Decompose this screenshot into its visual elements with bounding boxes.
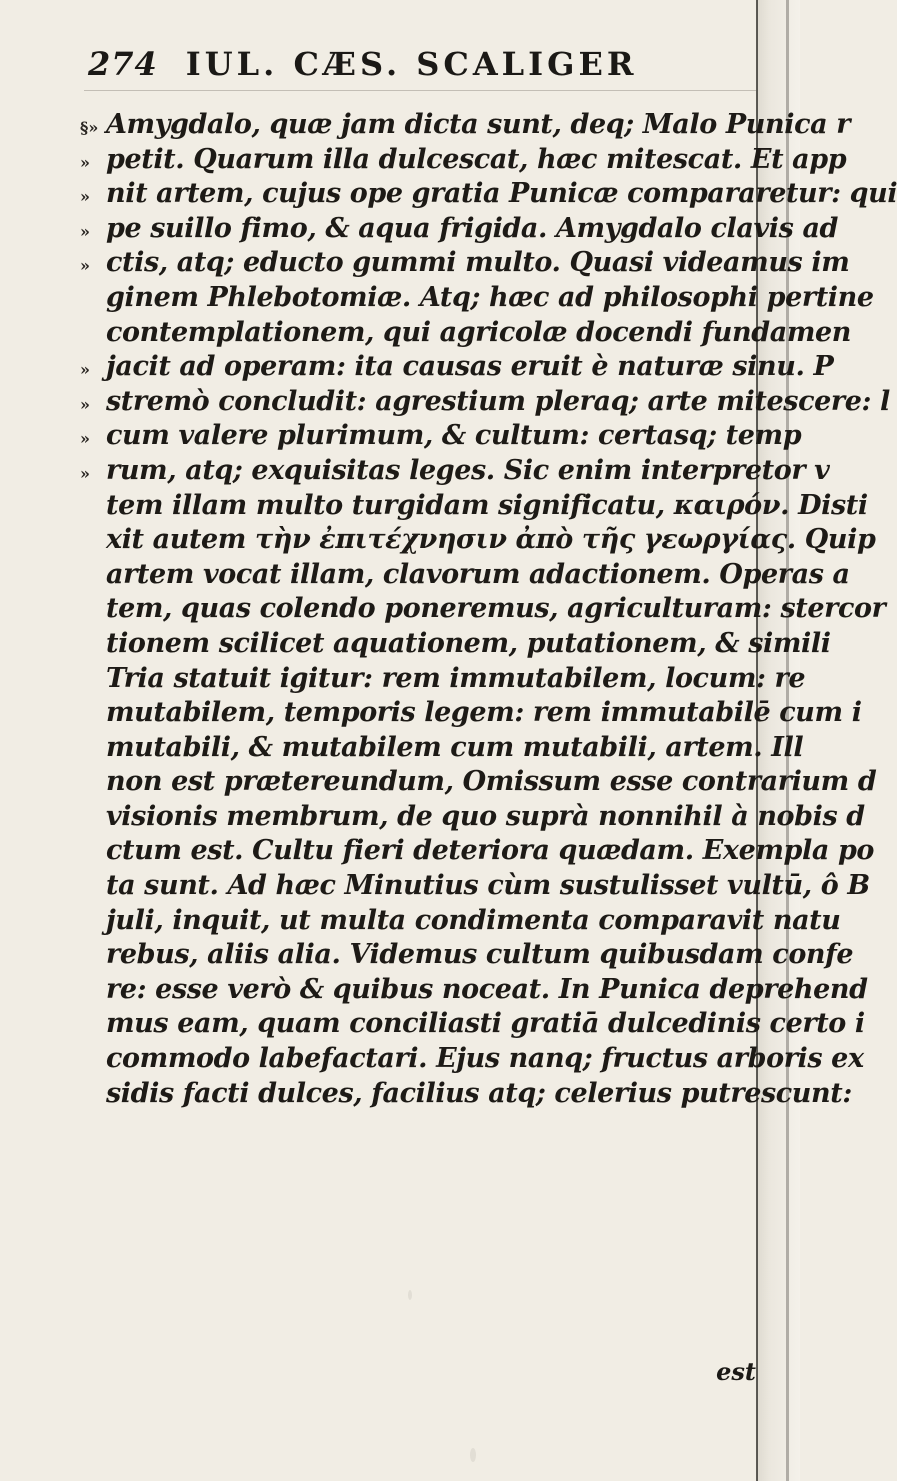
line-text: commodo labefactari. Ejus nanq; fructus arboris ex bbox=[106, 1043, 864, 1075]
text-line bbox=[80, 869, 870, 904]
quotation-mark: » bbox=[80, 463, 90, 483]
text-line bbox=[80, 1042, 864, 1077]
text-line bbox=[80, 281, 874, 316]
text-line bbox=[80, 419, 802, 454]
text-line bbox=[80, 143, 847, 178]
text-line bbox=[80, 489, 868, 524]
text-line bbox=[80, 212, 839, 247]
text-line bbox=[80, 973, 868, 1008]
line-text: mutabilem, temporis legem: rem immutabilē cum i bbox=[106, 697, 862, 729]
text-line bbox=[80, 731, 804, 766]
text-line bbox=[80, 834, 875, 869]
body-text bbox=[80, 74, 897, 1374]
line-text: Tria statuit igitur: rem immutabilem, locum: re bbox=[106, 662, 806, 694]
line-text: petit. Quarum illa dulcescat, hæc mitescat. Et app bbox=[106, 143, 847, 175]
line-text: xit autem τὴν ἐπιτέχνησιν ἀπὸ τῆς γεωργίας. Quip bbox=[106, 524, 876, 556]
text-line bbox=[80, 1007, 865, 1042]
line-text: re: esse verò & quibus noceat. In Punica deprehend bbox=[106, 973, 868, 1005]
text-line bbox=[80, 592, 886, 627]
line-text: sidis facti dulces, facilius atq; celerius putrescunt: bbox=[106, 1077, 852, 1109]
line-text: rebus, aliis alia. Videmus cultum quibusdam confe bbox=[106, 939, 854, 971]
text-line bbox=[80, 177, 897, 212]
line-text: pe suillo fimo, & aqua frigida. Amygdalo clavis ad bbox=[106, 212, 839, 244]
text-line bbox=[80, 904, 841, 939]
text-line bbox=[80, 558, 850, 593]
text-line bbox=[80, 765, 877, 800]
line-text: stremò concludit: agrestium pleraq; arte mitescere: l bbox=[106, 385, 890, 417]
text-line bbox=[80, 316, 852, 351]
text-line bbox=[80, 454, 830, 489]
line-text: mutabili, & mutabilem cum mutabili, artem. Ill bbox=[106, 731, 804, 763]
running-title: IUL. CÆS. SCALIGER bbox=[185, 45, 638, 83]
line-text: artem vocat illam, clavorum adactionem. Operas a bbox=[106, 558, 850, 590]
quotation-mark: » bbox=[80, 394, 90, 414]
text-line bbox=[80, 1077, 852, 1112]
line-text: tionem scilicet aquationem, putationem, & simili bbox=[106, 627, 831, 659]
text-line bbox=[80, 385, 890, 420]
quotation-mark: » bbox=[80, 256, 90, 276]
ink-smudge bbox=[408, 1290, 412, 1300]
quotation-mark: » bbox=[80, 221, 90, 241]
running-head bbox=[88, 44, 748, 84]
line-text: visionis membrum, de quo suprà nonnihil à nobis d bbox=[106, 800, 865, 832]
ink-smudge bbox=[470, 1448, 476, 1462]
line-text: Amygdalo, quæ jam dicta sunt, deq; Malo Punica r bbox=[106, 109, 851, 140]
line-text: cum valere plurimum, & cultum: certasq; temp bbox=[106, 420, 802, 452]
line-text: ctum est. Cultu fieri deteriora quædam. Exempla po bbox=[106, 835, 875, 867]
text-line bbox=[80, 350, 834, 385]
text-line bbox=[80, 800, 865, 835]
line-text: jacit ad operam: ita causas eruit è naturæ sinu. P bbox=[106, 351, 834, 383]
quotation-mark: » bbox=[80, 152, 90, 172]
catchword: est bbox=[716, 1357, 756, 1386]
quotation-mark: » bbox=[80, 360, 90, 380]
page-number: 274 bbox=[88, 45, 158, 83]
quotation-mark: » bbox=[80, 429, 90, 449]
line-text: nit artem, cujus ope gratia Punicæ compararetur: qui bbox=[106, 178, 897, 210]
line-text: ctis, atq; educto gummi multo. Quasi videamus im bbox=[106, 247, 850, 279]
line-text: rum, atq; exquisitas leges. Sic enim interpretor v bbox=[106, 454, 830, 486]
line-text: juli, inquit, ut multa condimenta comparavit natu bbox=[106, 904, 841, 936]
line-text: non est prætereundum, Omissum esse contrarium d bbox=[106, 766, 877, 798]
text-line bbox=[80, 246, 850, 281]
line-text: ginem Phlebotomiæ. Atq; hæc ad philosophi pertine bbox=[106, 281, 874, 313]
text-line bbox=[80, 523, 876, 558]
line-text: tem illam multo turgidam significatu, καιρόν. Disti bbox=[106, 489, 868, 521]
text-line bbox=[80, 938, 854, 973]
text-line bbox=[80, 627, 831, 662]
text-line bbox=[80, 108, 851, 143]
quotation-mark: » bbox=[80, 187, 90, 207]
line-text: tem, quas colendo poneremus, agriculturam: stercor bbox=[106, 593, 886, 625]
text-line bbox=[80, 696, 862, 731]
quotation-mark: §» bbox=[80, 118, 99, 137]
line-text: ta sunt. Ad hæc Minutius cùm sustulisset vultū, ô B bbox=[106, 870, 870, 902]
text-line bbox=[80, 662, 806, 697]
line-text: mus eam, quam conciliasti gratiā dulcedinis certo i bbox=[106, 1008, 865, 1040]
line-text: contemplationem, qui agricolæ docendi fundamen bbox=[106, 316, 852, 348]
